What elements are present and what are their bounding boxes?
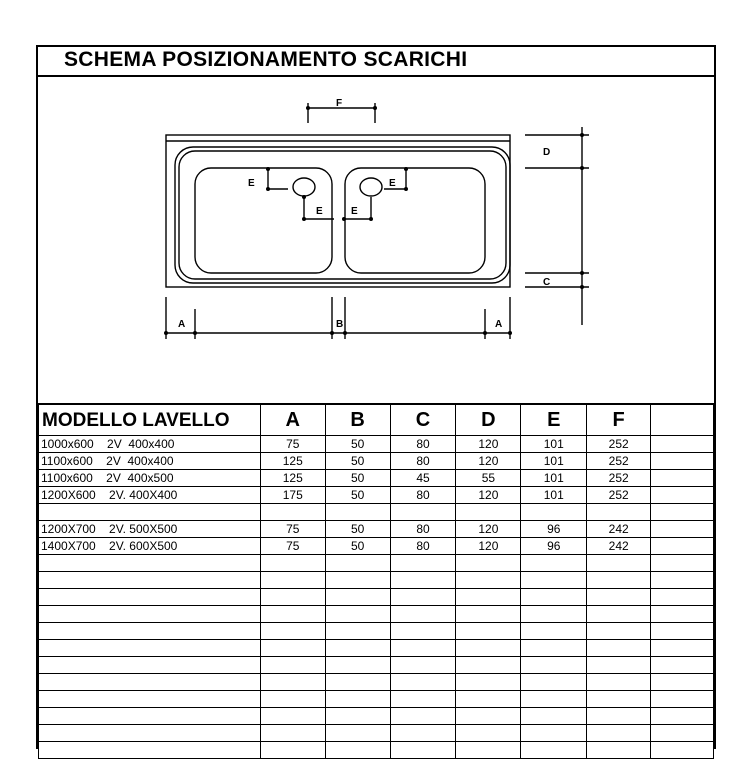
- dim-label-d: D: [543, 147, 551, 158]
- col-header-b: B: [325, 405, 390, 436]
- cell-a: 125: [260, 470, 325, 487]
- cell-f: 252: [587, 453, 651, 470]
- empty-row: [39, 657, 714, 674]
- cell-blank: [651, 487, 714, 504]
- cell-a: [260, 504, 325, 521]
- col-header-blank: [651, 405, 714, 436]
- cell-blank: [651, 521, 714, 538]
- cell-b: 50: [325, 470, 390, 487]
- cell-e: 101: [521, 487, 587, 504]
- cell-model: 1200X700 2V. 500X500: [39, 521, 261, 538]
- empty-row: [39, 555, 714, 572]
- cell-b: 50: [325, 436, 390, 453]
- table-row: [39, 453, 714, 470]
- models-table: [38, 404, 714, 759]
- sink-drawing: [38, 77, 714, 403]
- cell-d: 120: [456, 521, 521, 538]
- empty-row: [39, 725, 714, 742]
- cell-model: 1100x600 2V 400x500: [39, 470, 261, 487]
- dim-label-f: F: [336, 98, 343, 109]
- cell-c: 80: [390, 487, 456, 504]
- cell-c: 80: [390, 436, 456, 453]
- cell-model: [39, 504, 261, 521]
- cell-b: [325, 504, 390, 521]
- col-header-model: MODELLO LAVELLO: [39, 405, 261, 436]
- cell-f: 252: [587, 470, 651, 487]
- sink-outline: [166, 135, 510, 287]
- cell-model: 1000x600 2V 400x400: [39, 436, 261, 453]
- table-row: [39, 470, 714, 487]
- dim-label-a-left: A: [178, 319, 186, 330]
- left-bowl: [195, 168, 332, 273]
- cell-a: 75: [260, 521, 325, 538]
- col-header-a: A: [260, 405, 325, 436]
- cell-b: 50: [325, 453, 390, 470]
- drawing-sheet: [36, 45, 716, 749]
- table-row: [39, 521, 714, 538]
- cell-blank: [651, 538, 714, 555]
- empty-row: [39, 691, 714, 708]
- cell-b: 50: [325, 521, 390, 538]
- cell-e: 96: [521, 538, 587, 555]
- cell-c: 45: [390, 470, 456, 487]
- empty-row: [39, 674, 714, 691]
- right-drain: [360, 178, 382, 196]
- table-header-row: [39, 405, 714, 436]
- dim-label-e-left-low: E: [316, 206, 323, 217]
- empty-row: [39, 640, 714, 657]
- empty-row: [39, 606, 714, 623]
- cell-e: 101: [521, 470, 587, 487]
- left-drain: [293, 178, 315, 196]
- cell-e: 96: [521, 521, 587, 538]
- cell-a: 175: [260, 487, 325, 504]
- cell-b: 50: [325, 487, 390, 504]
- cell-blank: [651, 436, 714, 453]
- cell-model: 1400X700 2V. 600X500: [39, 538, 261, 555]
- dim-label-c: C: [543, 277, 551, 288]
- cell-f: 242: [587, 538, 651, 555]
- sink-diagram: [38, 77, 714, 405]
- cell-f: 242: [587, 521, 651, 538]
- cell-blank: [651, 470, 714, 487]
- title-bar: [38, 47, 714, 77]
- table-row: [39, 436, 714, 453]
- cell-e: 101: [521, 436, 587, 453]
- cell-d: 120: [456, 487, 521, 504]
- empty-row: [39, 708, 714, 725]
- cell-d: [456, 504, 521, 521]
- cell-model: 1100x600 2V 400x400: [39, 453, 261, 470]
- cell-c: 80: [390, 453, 456, 470]
- table-row: [39, 487, 714, 504]
- dim-label-a-right: A: [495, 319, 503, 330]
- cell-f: 252: [587, 487, 651, 504]
- cell-e: [521, 504, 587, 521]
- empty-row: [39, 623, 714, 640]
- cell-c: 80: [390, 521, 456, 538]
- cell-d: 120: [456, 436, 521, 453]
- cell-d: 120: [456, 538, 521, 555]
- empty-row: [39, 572, 714, 589]
- cell-a: 75: [260, 538, 325, 555]
- cell-f: 252: [587, 436, 651, 453]
- cell-d: 55: [456, 470, 521, 487]
- dim-label-e-right: E: [389, 178, 396, 189]
- cell-c: 80: [390, 538, 456, 555]
- cell-a: 125: [260, 453, 325, 470]
- col-header-e: E: [521, 405, 587, 436]
- col-header-c: C: [390, 405, 456, 436]
- cell-a: 75: [260, 436, 325, 453]
- cell-blank: [651, 504, 714, 521]
- col-header-d: D: [456, 405, 521, 436]
- cell-e: 101: [521, 453, 587, 470]
- table-row: [39, 504, 714, 521]
- cell-d: 120: [456, 453, 521, 470]
- right-bowl: [345, 168, 485, 273]
- col-header-f: F: [587, 405, 651, 436]
- cell-blank: [651, 453, 714, 470]
- cell-b: 50: [325, 538, 390, 555]
- dim-label-e-right-low: E: [351, 206, 358, 217]
- table-row: [39, 538, 714, 555]
- cell-model: 1200X600 2V. 400X400: [39, 487, 261, 504]
- dim-label-e-left: E: [248, 178, 255, 189]
- page-title: SCHEMA POSIZIONAMENTO SCARICHI: [64, 48, 468, 71]
- dim-label-b: B: [336, 319, 344, 330]
- cell-f: [587, 504, 651, 521]
- empty-row: [39, 589, 714, 606]
- cell-c: [390, 504, 456, 521]
- empty-row: [39, 742, 714, 759]
